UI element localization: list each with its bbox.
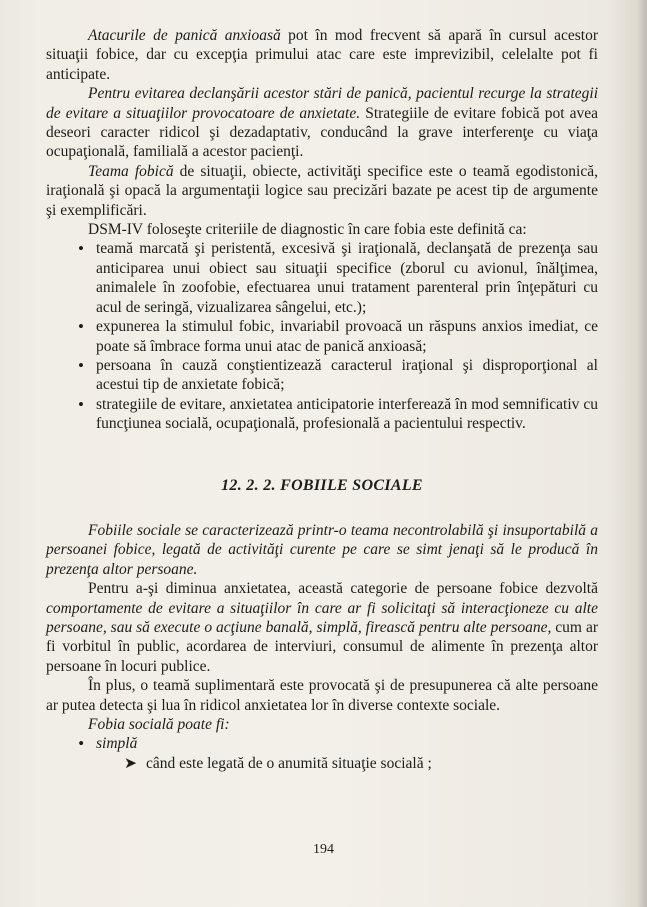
paragraph-additional-fear: În plus, o teamă suplimentară este provocată şi de presupunerea că alte persoane ar putea detecta şi lua în ridicol anxietatea lor în diverse contexte sociale. [46,677,598,714]
italic-phrase: Pentru evitarea declanşării acestor stări de panică, pacientul recurge la strategii de evitare a situaţiilor provocatoare de anxietate. [46,85,598,122]
list-item: • expunerea la stimulul fobic, invariabil provoacă un răspuns anxios imediat, ce poate să îmbrace forma unui atac de panică anxioasă; [96,317,598,356]
paragraph-social-definition: Fobiile sociale se caracterizează printr-o teama necontrolabilă şi insuportabilă a persoanei fobice, legată de activităţi curente pe care se simt jenaţi să le producă în prezenţa altor persoane. [46,521,598,578]
italic-phrase: Atacurile de panică anxioasă [88,27,281,44]
paragraph-panic-attacks [46,26,598,84]
italic-phrase: Teama fobică [88,162,174,180]
page-edge-shadow [637,0,647,907]
page-body [46,26,598,773]
paragraph-social-avoidance [46,579,598,676]
list-item-arrow [46,754,598,773]
paragraph-text: Strategiile de evitare fobică pot avea deseori caracter ridicol şi dezadaptativ, conducând la grave interferenţe cu viaţa ocupaţională, familială a acestor pacienţi. [46,104,598,161]
page-number: 194 [313,842,334,857]
list-item: • teamă marcată şi peristentă, excesivă şi iraţională, declanşată de prezenţa sau anticiparea unui obiect sau situaţii specifice (zborul cu avionul, înălţimea, animalele în zoofobie, efectuarea unui tratament parenteral prin înţepături cu acul de seringă, vizualizarea sângelui, etc.); [96,239,598,317]
paragraph-dsm-intro: DSM-IV foloseşte criteriile de diagnostic în care fobia este definită ca: [88,221,527,239]
list-item-simple: • simplă [46,734,598,753]
paragraph-text: Pentru a-şi diminua anxietatea, această categorie de persoane fobice dezvoltă [88,580,598,598]
paragraph-text: de situaţii, obiecte, activităţi specifice este o teamă egodistonică, iraţională şi opacă la argumentaţii logice sau precizări bazate pe acest tip de argumente şi exemplificări. [46,162,598,219]
paragraph-phobic-fear [46,162,598,220]
paragraph-text: cum ar fi vorbitul în public, acordarea de interviuri, consumul de alimente în prezenţa altor persoane în locuri publice. [46,618,598,675]
paragraph-text: pot în mod frecvent să apară în cursul acestor situaţii fobice, dar cu excepţia primului atac care este imprevizibil, celelalte pot fi anticipate. [46,27,598,83]
italic-phrase: comportamente de evitare a situaţiilor în care ar fi solicitaţi să interacţioneze cu alte persoane, sau să execute o acţiune banală, simplă, firească pentru alte persoane, [46,599,598,636]
list-item: • strategiile de evitare, anxietatea anticipatorie interferează în mod semnificativ cu funcţiunea socială, ocupaţională, profesională a pacientului respectiv. [96,395,598,434]
list-item: • persoana în cauză conştientizează caracterul iraţional şi disproporţional al acestui tip de anxietate fobică; [96,356,598,395]
arrow-bullet-icon: ➤ [124,754,137,772]
dsm-criteria-list [46,239,598,433]
arrow-item-text: când este legată de o anumită situaţie socială ; [146,754,432,772]
paragraph-avoidance [46,84,598,162]
section-heading: 12. 2. 2. FOBIILE SOCIALE [221,476,423,494]
paragraph-social-types-intro: Fobia socială poate fi: [88,716,230,733]
